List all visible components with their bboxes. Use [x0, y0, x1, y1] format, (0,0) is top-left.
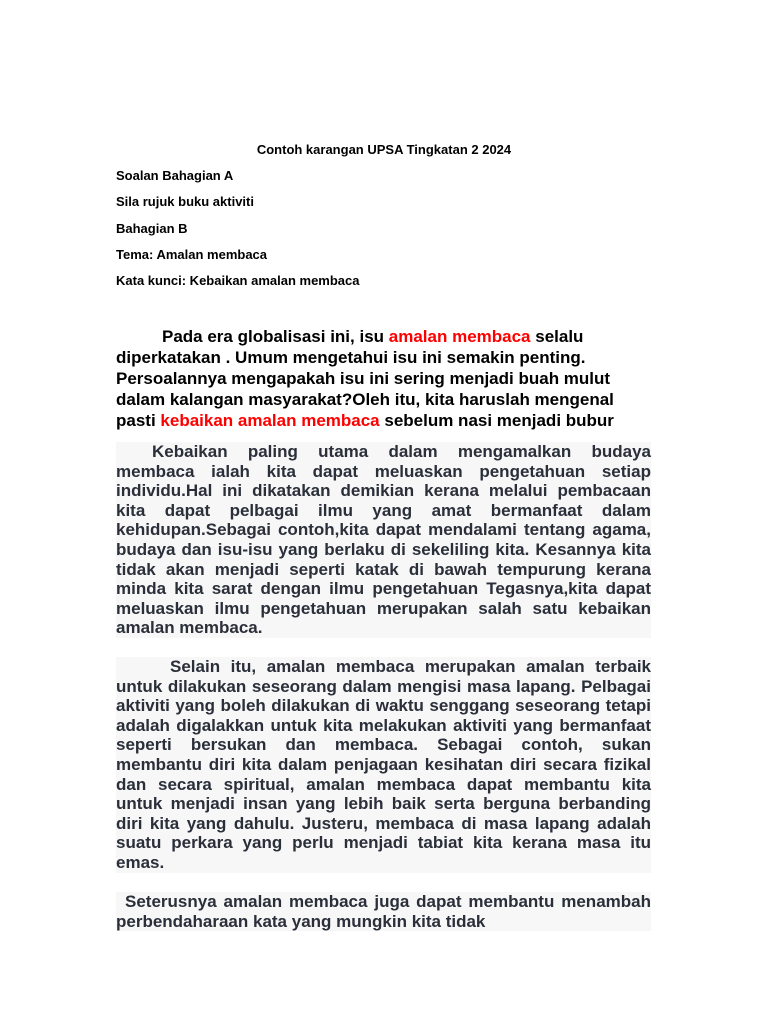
document-title: Contoh karangan UPSA Tingkatan 2 2024	[256, 142, 512, 157]
reference-note: Sila rujuk buku aktiviti	[116, 194, 254, 209]
paragraph-3-text: Seterusnya amalan membaca juga dapat membantu menambah perbendaharaan kata yang mungkin kita tidak	[116, 892, 651, 931]
intro-highlight-2: kebaikan amalan membaca	[160, 411, 380, 430]
intro-highlight-1: amalan membaca	[388, 327, 531, 346]
keyword-line: Kata kunci: Kebaikan amalan membaca	[116, 273, 360, 288]
introduction-paragraph	[116, 326, 656, 431]
theme-line: Tema: Amalan membaca	[116, 247, 268, 262]
body-paragraph-3	[116, 892, 651, 931]
section-a-label: Soalan Bahagian A	[116, 168, 234, 183]
body-paragraph-1	[116, 442, 651, 638]
paragraph-2-text: Selain itu, amalan membaca merupakan amalan terbaik untuk dilakukan seseorang dalam mengisi masa lapang. Pelbagai aktiviti yang boleh dilakukan di waktu senggang seseorang tetapi adalah digalakkan untuk kita melakukan aktiviti yang bermanfaat seperti bersukan dan membaca. Sebagai contoh, sukan membantu diri kita dalam penjagaan kesihatan diri secara fizikal dan secara spiritual, amalan membaca dapat membantu kita untuk menjadi insan yang lebih baik serta berguna berbanding diri kita yang dahulu. Justeru, membaca di masa lapang adalah suatu perkara yang perlu menjadi tabiat kita kerana masa itu emas.	[116, 657, 651, 872]
intro-text-3: sebelum nasi menjadi bubur	[379, 411, 614, 430]
paragraph-1-text: Kebaikan paling utama dalam mengamalkan budaya membaca ialah kita dapat meluaskan pengetahuan setiap individu.Hal ini dikatakan demikian kerana melalui pembacaan kita dapat pelbagai ilmu yang amat bermanfaat dalam kehidupan.Sebagai contoh,kita dapat mendalami tentang agama, budaya dan isu-isu yang berlaku di sekeliling kita. Kesannya kita tidak akan menjadi seperti katak di bawah tempurung kerana minda kita sarat dengan ilmu pengetahuan Tegasnya,kita dapat meluaskan ilmu pengetahuan merupakan salah satu kebaikan amalan membaca.	[116, 442, 651, 638]
intro-text-1: Pada era globalisasi ini, isu	[162, 327, 389, 346]
body-paragraph-2	[116, 657, 651, 873]
section-b-label: Bahagian B	[116, 221, 188, 236]
intro-text-2: selalu diperkatakan . Umum mengetahui isu ini semakin penting. Persoalannya mengapakah isu ini sering menjadi buah mulut dalam kalangan masyarakat?Oleh itu, kita haruslah mengenal pasti	[116, 327, 614, 430]
